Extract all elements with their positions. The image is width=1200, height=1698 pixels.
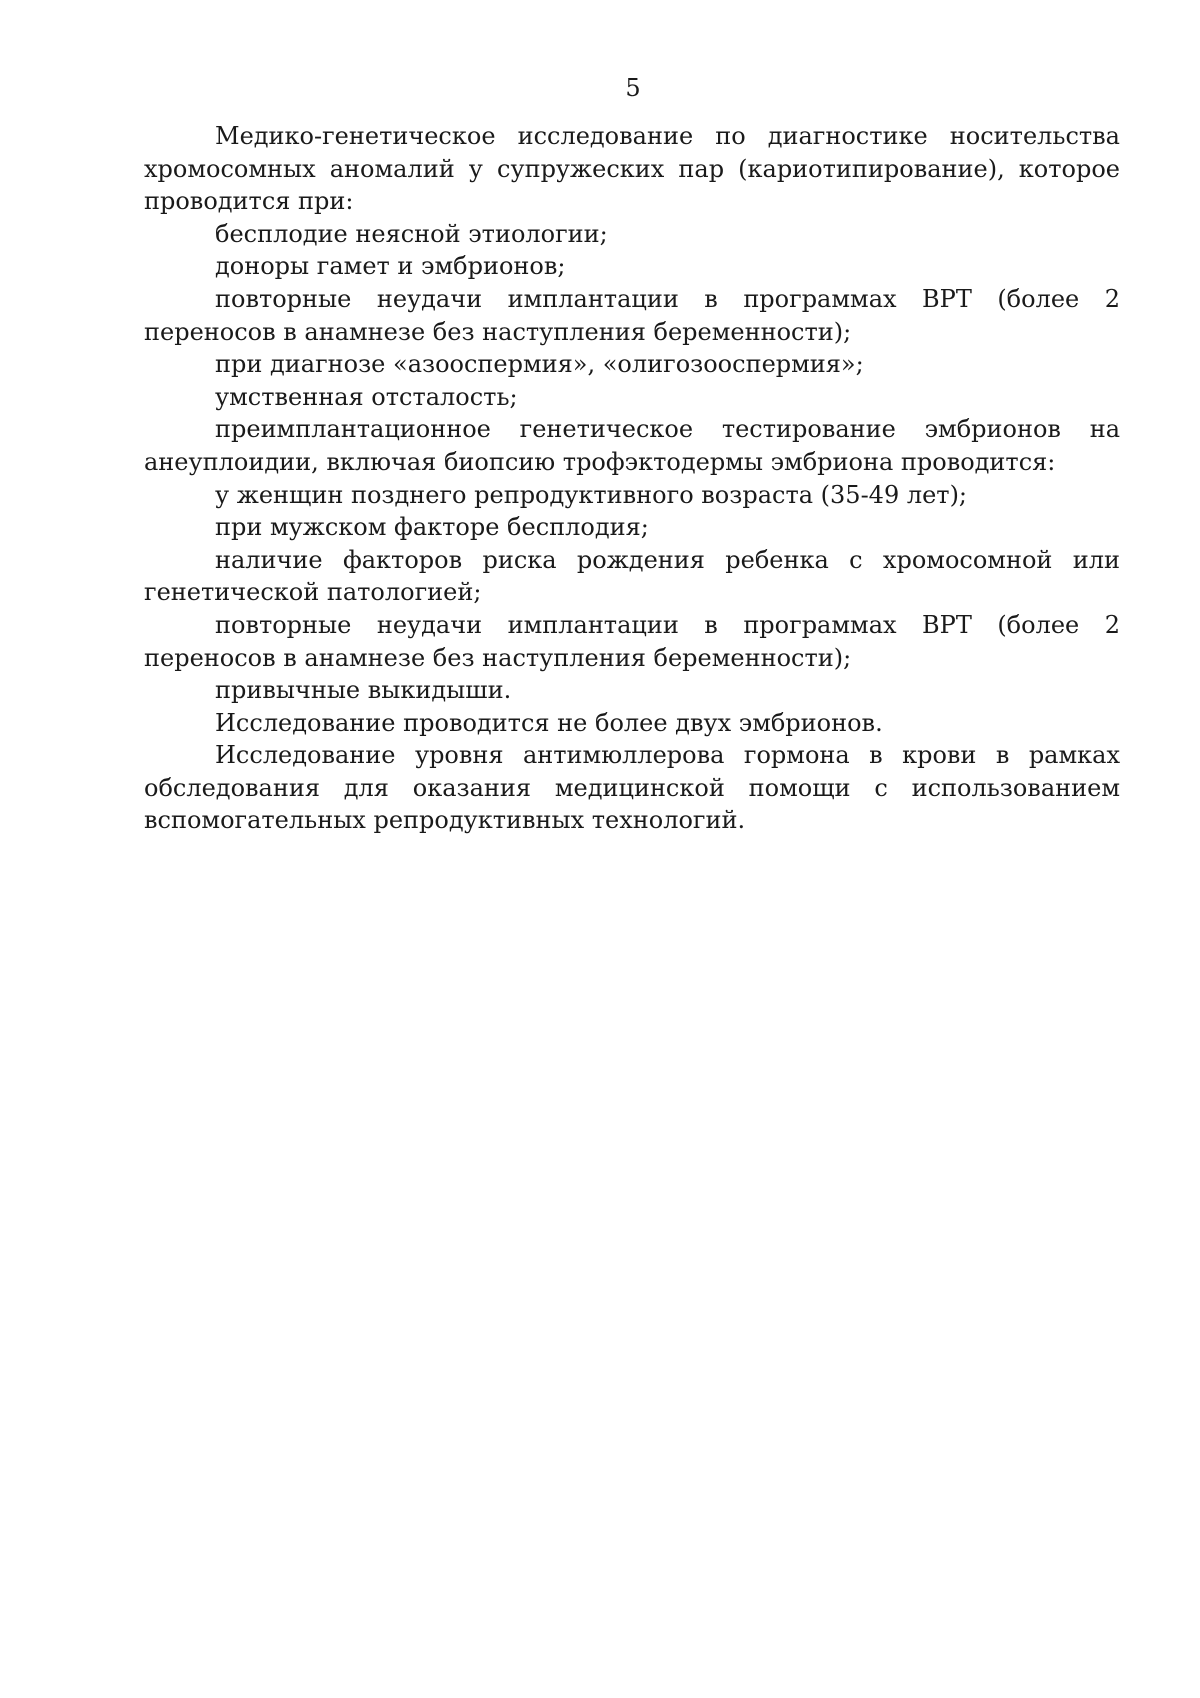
- list-item-infertility-unknown: бесплодие неясной этиологии;: [215, 219, 608, 248]
- list-item-male-factor: при мужском факторе бесплодия;: [215, 513, 649, 542]
- list-item-gamete-donors: доноры гамет и эмбрионов;: [215, 252, 566, 281]
- paragraph-amh-test: Исследование уровня антимюллерова гормона в крови в рамках обследования для оказания медицинской помощи с использованием вспомогательных репродуктивных технологий.: [144, 741, 1120, 835]
- paragraph-pgt-intro: преимплантационное генетическое тестирование эмбрионов на анеуплоидии, включая биопсию трофэктодермы эмбриона проводится:: [144, 415, 1120, 476]
- list-item-recurrent-miscarriage: привычные выкидыши.: [215, 676, 512, 705]
- page-number: 5: [625, 74, 641, 102]
- list-item-implantation-failures-pgt: повторные неудачи имплантации в программах ВРТ (более 2 переносов в анамнезе без наступления беременности);: [144, 610, 1120, 672]
- list-item-implantation-failures: повторные неудачи имплантации в программах ВРТ (более 2 переносов в анамнезе без наступления беременности);: [144, 284, 1120, 346]
- paragraph-embryo-limit: Исследование проводится не более двух эмбрионов.: [215, 708, 883, 737]
- list-item-late-reproductive-age: у женщин позднего репродуктивного возраста (35-49 лет);: [215, 480, 968, 509]
- document-body: [144, 120, 1120, 837]
- list-item-risk-factors: наличие факторов риска рождения ребенка с хромосомной или генетической патологией;: [144, 545, 1120, 607]
- paragraph-karyotyping-intro: Медико-генетическое исследование по диагностике носительства хромосомных аномалий у супружеских пар (кариотипирование), которое проводится при:: [144, 122, 1120, 216]
- list-item-azoospermia: при диагнозе «азооспермия», «олигозооспермия»;: [215, 350, 864, 379]
- list-item-mental-retardation: умственная отсталость;: [215, 382, 518, 411]
